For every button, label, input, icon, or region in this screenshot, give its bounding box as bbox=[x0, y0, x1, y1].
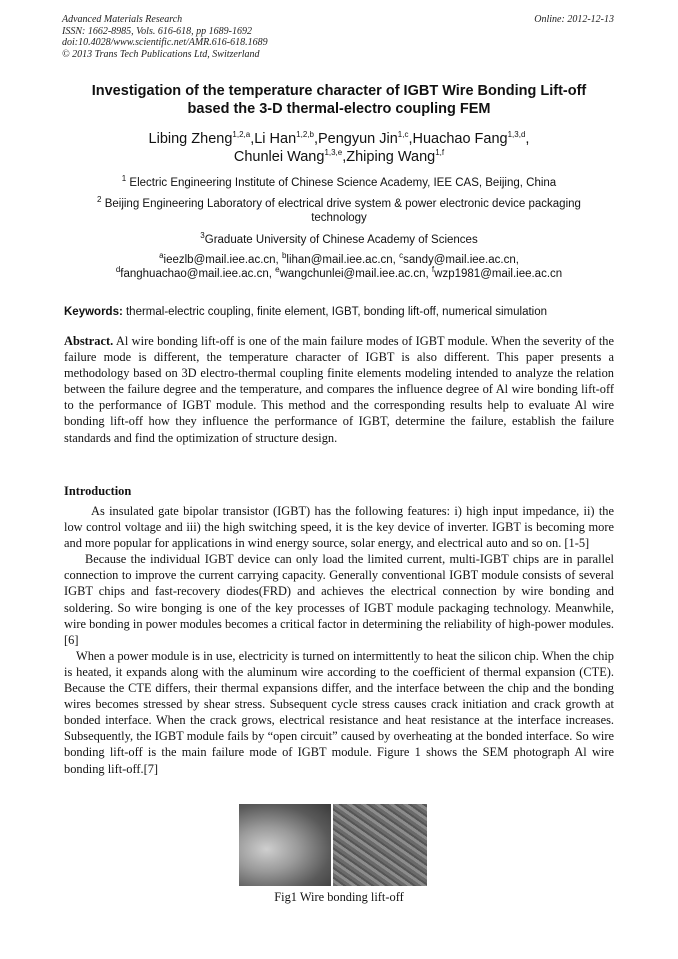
affiliation-text-cont: technology bbox=[311, 212, 367, 224]
author-name: Libing Zheng bbox=[148, 131, 233, 147]
email-sup: a bbox=[159, 251, 164, 261]
intro-paragraph-1: As insulated gate bipolar transistor (IGBT) has the following features: i) high input impedance, ii) the low control voltage and iii) the high switching speed, it is the key device of inverter. IGBT is becoming more and more popular for applications in wind energy source, solar energy, and electrical auto and so on. [1-5] bbox=[64, 504, 614, 551]
email-address[interactable]: ieezlb@mail.iee.ac.cn, bbox=[163, 254, 282, 266]
email-address[interactable]: wangchunlei@mail.iee.ac.cn, bbox=[279, 268, 432, 280]
affiliation-text: Graduate University of Chinese Academy of Sciences bbox=[204, 234, 478, 246]
figure-caption: Fig1 Wire bonding lift-off bbox=[274, 890, 404, 904]
email-address[interactable]: sandy@mail.iee.ac.cn, bbox=[403, 254, 519, 266]
affiliation-number: 2 bbox=[97, 195, 102, 205]
journal-name: Advanced Materials Research bbox=[62, 14, 183, 25]
author-name: Huachao Fang bbox=[412, 131, 508, 147]
introduction-body bbox=[64, 503, 614, 777]
author-affil-sup: 1,3,d bbox=[507, 130, 526, 140]
author-list bbox=[40, 130, 638, 166]
author-name: Li Han bbox=[254, 131, 297, 147]
journal-copyright: © 2013 Trans Tech Publications Ltd, Switzerland bbox=[62, 48, 260, 60]
journal-issn: ISSN: 1662-8985, Vols. 616-618, pp 1689-1692 bbox=[62, 25, 252, 37]
abstract bbox=[64, 333, 614, 446]
email-address[interactable]: lihan@mail.iee.ac.cn, bbox=[286, 254, 400, 266]
title-line-2: based the 3-D thermal-electro coupling FEM bbox=[187, 101, 491, 117]
author-affil-sup: 1,c bbox=[397, 130, 409, 140]
affiliation-3 bbox=[40, 233, 638, 247]
keywords-text: thermal-electric coupling, finite element, IGBT, bonding lift-off, numerical simulation bbox=[122, 306, 547, 318]
email-sup: c bbox=[399, 251, 404, 261]
section-heading-introduction: Introduction bbox=[64, 484, 132, 498]
email-list bbox=[40, 253, 638, 281]
sem-photo-left bbox=[239, 804, 331, 886]
author-name: Pengyun Jin bbox=[317, 131, 398, 147]
journal-doi: doi:10.4028/www.scientific.net/AMR.616-618.1689 bbox=[62, 37, 268, 48]
author-affil-sup: 1,2,a bbox=[232, 130, 251, 140]
journal-header bbox=[62, 14, 442, 60]
author-line-1 bbox=[40, 130, 638, 148]
email-sup: e bbox=[275, 265, 280, 275]
author-sep: , bbox=[313, 131, 318, 147]
author-sep: , bbox=[408, 131, 413, 147]
email-sup: b bbox=[281, 251, 287, 261]
author-affil-sup: 1,f bbox=[435, 148, 445, 158]
affiliation-1 bbox=[40, 176, 638, 190]
affiliation-number: 1 bbox=[121, 174, 127, 184]
figure-1 bbox=[239, 804, 427, 886]
abstract-label: Abstract. bbox=[64, 334, 114, 348]
intro-paragraph-3: When a power module is in use, electricity is turned on intermittently to heat the silicon chip. When the chip is heated, it expands along with the aluminum wire according to the coefficient of thermal expansion (CTE). Because the CTE differs, their thermal expansions differ, and the interface between the chip and the bonding wires becomes stressed by shear stress. Subsequent cycle stress causes crack initiation and crack growth at bonded interface. When the crack grows, electrical resistance and heat resistance at the interface increases. Subsequently, the IGBT module fails by “open circuit” caused by overheating at the bonded interface. So wire bonding lift-off is the main failure mode of IGBT module. Figure 1 shows the SEM photograph Al wire bonding lift-off.[7] bbox=[64, 648, 614, 776]
keywords bbox=[64, 305, 624, 319]
paper-title bbox=[40, 82, 638, 118]
author-affil-sup: 1,2,b bbox=[296, 130, 314, 140]
keywords-label: Keywords: bbox=[64, 306, 123, 318]
author-sep: , bbox=[250, 131, 255, 147]
email-line-1 bbox=[40, 253, 638, 267]
affiliation-2 bbox=[40, 197, 638, 225]
title-line-1: Investigation of the temperature character of IGBT Wire Bonding Lift-off bbox=[91, 83, 587, 99]
affiliation-text: Beijing Engineering Laboratory of electrical drive system & power electronic device packaging bbox=[104, 198, 581, 210]
email-sup: f bbox=[431, 265, 435, 275]
author-name: Zhiping Wang bbox=[346, 149, 436, 165]
affiliation-number: 3 bbox=[200, 231, 205, 241]
author-name: Chunlei Wang bbox=[233, 149, 325, 165]
email-address[interactable]: fanghuachao@mail.iee.ac.cn, bbox=[120, 268, 276, 280]
author-sep: , bbox=[525, 131, 530, 147]
abstract-text: Al wire bonding lift-off is one of the main failure modes of IGBT module. When the severity of the failure mode is different, the temperature character of IGBT is also different. This paper presents a methodology based on 3D electro-thermal coupling finite elements modeling intended to analyze the relation between the failure degree and the temperature, and compares the influence degree of Al wire bonding lift-off to the performance of IGBT module. This method and the corresponding results help to evaluate Al wire bonding lift-off how they influence the performance of IGBT, determine the failure, establish the failure standards and find the optimization of structure design. bbox=[64, 334, 614, 445]
author-line-2 bbox=[40, 148, 638, 166]
sem-photo-right bbox=[333, 804, 427, 886]
online-date: Online: 2012-12-13 bbox=[534, 14, 614, 25]
intro-paragraph-2: Because the individual IGBT device can only load the limited current, multi-IGBT chips are in parallel connection to improve the current carrying capacity. Generally conventional IGBT module consists of several IGBT chips and fast-recovery diodes(FRD) and achieves the electrical connection by wire bonding and soldering. So wire bonging is one of the key processes of IGBT module packaging technology. Meanwhile, wire bonding in power modules becomes a critical factor in determining the reliability of high-power modules. [6] bbox=[64, 552, 614, 647]
email-address[interactable]: wzp1981@mail.iee.ac.cn bbox=[434, 268, 563, 280]
email-line-2 bbox=[40, 267, 638, 281]
author-affil-sup: 1,3,e bbox=[324, 148, 343, 158]
author-sep: , bbox=[342, 149, 347, 165]
affiliation-text: Electric Engineering Institute of Chinese Science Academy, IEE CAS, Beijing, China bbox=[129, 177, 557, 189]
email-sup: d bbox=[115, 265, 121, 275]
